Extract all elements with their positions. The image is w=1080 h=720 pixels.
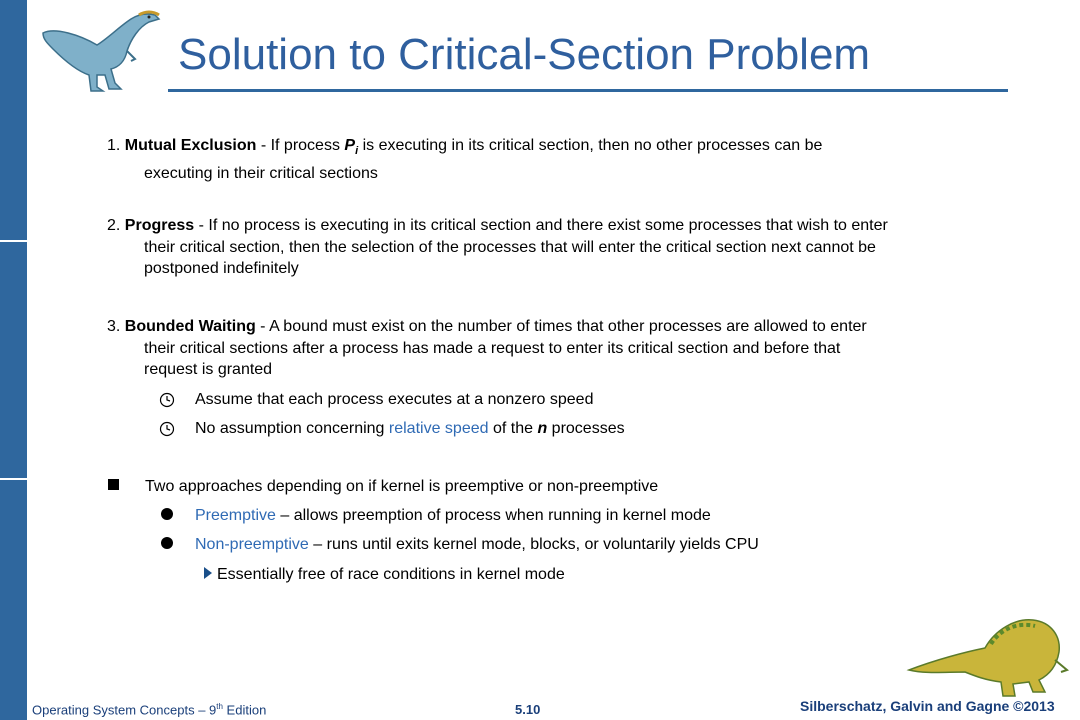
- sub-bullet-assume: Assume that each process executes at a nonzero speed: [195, 391, 594, 408]
- dot-bullet-icon: [161, 508, 173, 520]
- dinosaur-logo-icon: [35, 5, 170, 95]
- dot-bullet-icon: [161, 537, 173, 549]
- race-free-note: Essentially free of race conditions in kernel mode: [217, 566, 565, 583]
- list-item-mutual-exclusion: 1. Mutual Exclusion - If process $P_i$ is executing in its critical section, then no other processes can be executing in their critical sections: [107, 137, 823, 182]
- triangle-bullet-icon: [204, 567, 212, 579]
- footer-book-title: Operating System Concepts – 9th Edition: [32, 702, 267, 718]
- dinosaur-illustration-icon: [905, 600, 1075, 700]
- square-bullet-icon: [108, 479, 119, 490]
- preemptive-item: Preemptive – allows preemption of process when running in kernel mode: [195, 507, 711, 524]
- slide-title: Solution to Critical-Section Problem: [178, 30, 871, 79]
- clock-bullet-icon: [158, 392, 176, 408]
- footer-page-number: 5.10: [515, 702, 541, 717]
- list-item-bounded-waiting: 3. Bounded Waiting - A bound must exist on the number of times that other processes are allowed to enter their critical sections after a process has made a request to enter its critical section and before that request is granted: [107, 318, 867, 378]
- sub-bullet-no-assumption: No assumption concerning relative speed of the n processes: [195, 420, 625, 437]
- left-accent-bar: [0, 0, 27, 720]
- footer-copyright: Silberschatz, Galvin and Gagne ©2013: [800, 698, 1055, 714]
- list-item-progress: 2. Progress - If no process is executing in its critical section and there exist some processes that wish to enter their critical section, then the selection of the processes that will enter the critical section next cannot be postponed indefinitely: [107, 217, 888, 277]
- nonpreemptive-item: Non-preemptive – runs until exits kernel mode, blocks, or voluntarily yields CPU: [195, 536, 759, 553]
- clock-bullet-icon: [158, 421, 176, 437]
- approaches-text: Two approaches depending on if kernel is preemptive or non-preemptive: [145, 478, 659, 495]
- title-underline: [168, 89, 1008, 92]
